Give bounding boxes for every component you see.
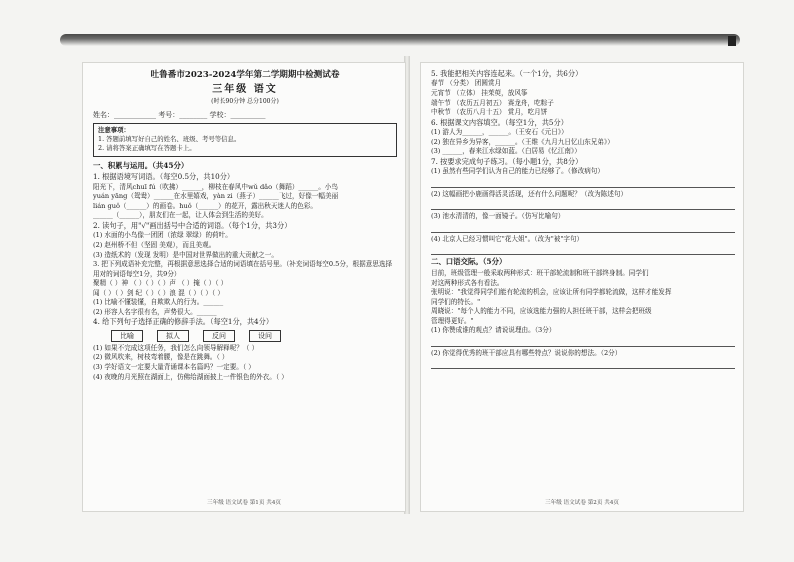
question-6: 6. 根据课文内容填空。（每空1分，共5分） (431, 117, 568, 127)
section-heading: 一、积累与运用。（共45分） (93, 160, 189, 170)
q7-line: (3) 池水清清的，像一面镜子。（仿写比喻句） (431, 212, 565, 221)
q3-line: 闻（ ）（ ）剑 纪（ ）（ ）浪 混（ ）（ ）（ ） (93, 288, 224, 297)
question-1: 1. 根据语境写词语。（每空0.5分，共10分） (93, 172, 235, 182)
exam-page-left (82, 62, 406, 512)
oral-line: 管理得更好。" (431, 316, 474, 325)
q1-line: yuán yāng（鸳鸯）______在水里嬉戏，yàn zi（燕子）______飞过，好像一幅美丽 (93, 192, 339, 201)
word-box: 设问 (249, 330, 281, 342)
oral-line: 张明说："我觉得同学们能有轮流的机会，应该让所有同学都轮流做，这样才能发挥 (431, 288, 672, 297)
exam-title: 吐鲁番市2023-2024学年第二学期期中检测试卷 (150, 70, 340, 80)
question-5: 5. 我能把相关内容连起来。（一个1分，共6分） (431, 69, 583, 78)
grade-subject: 三年级 语文 (212, 84, 278, 96)
q4-line: (4) 夜晚的月光照在湖面上，仿佛给湖面披上一件银色的外衣。（ ） (93, 372, 288, 381)
oral-line: 对这两种形式各有看法。 (431, 278, 504, 287)
scan-shadow (60, 34, 740, 46)
q2-line: (1) 水面的小鸟像一团团（浓绿 翠绿）的荷叶。 (93, 231, 232, 240)
exam-meta: (时长90分钟 总分100分) (211, 97, 279, 105)
q3-sub: (1) 比喻不懂装懂，自欺欺人的行为。______ (93, 298, 224, 307)
q4-line: (3) 学好语文一定要大量背诵课本名篇吗？一定要。（ ） (93, 363, 255, 372)
question-3: 3. 把下列成语补充完整，再根据意思选择合适的词语填在括号里。（补充词语每空0.5分，根据意思选择用对的词语每空1分，共9分） (93, 260, 393, 278)
page-footer: 三年级 语文试卷 第1页 共4页 (207, 499, 281, 506)
q3-line: 聚精（ ）神 （ ）（ ）（ ）声 （ ）掩（ ）（ ） (93, 279, 228, 288)
exam-page-right (420, 62, 744, 512)
section-heading: 二、口语交际。（5分） (431, 257, 507, 267)
oral-question: (1) 你赞成谁的观点？请说说理由。（3分） (431, 326, 556, 335)
answer-line (431, 179, 735, 188)
name-line: 姓名：____________ 考号：________ 学校：__________ (93, 110, 266, 119)
q7-line: (4) 北京人已经习惯叫它"花大姐"。（改为"被"字句） (431, 234, 584, 243)
q6-line: (3) ______，春来江水绿如蓝。（白居易《忆江南》） (431, 147, 581, 156)
notice-title: 注意事项： (98, 125, 130, 134)
q4-line: (1) 如果不完成这项任务，我们怎么向领导解释呢？（ ） (93, 343, 259, 352)
q5-line: 中秋节 （农历八月十五） 赏月，吃月饼 (431, 108, 548, 117)
word-box: 比喻 (111, 330, 143, 342)
answer-line (431, 360, 735, 369)
notice-item: 1. 答题前填写好自己的姓名、班级、考号等信息。 (98, 135, 241, 144)
question-2: 2. 读句子，用"√"画出括号中合适的词语。（每个1分，共3分） (93, 220, 292, 230)
oral-line: 周晓说："每个人的能力不同，应该选能力强的人担任班干部，这样会把班级 (431, 307, 652, 316)
q7-line: (2) 这幅画把小鹿画得活灵活现，还有什么问题呢？（改为陈述句） (431, 189, 628, 198)
corner-mark (728, 36, 736, 46)
answer-line (431, 246, 735, 255)
q1-line: ______（______），朋友们在一起，让人体会到生活的美好。 (93, 211, 268, 220)
q5-line: 端午节 （农历五月初五） 赛龙舟，吃粽子 (431, 98, 554, 107)
q1-line: lián guǒ（______）的画卷。huǒ（______）的花开，露出秋天迷人的色彩。 (93, 201, 318, 210)
q6-line: (2) 独在异乡为异客，______。（王维《九月九日忆山东兄弟》） (431, 137, 614, 146)
q4-line: (2) 微风吹来，树枝弯着腰，像是在跳舞。（ ） (93, 353, 229, 362)
answer-line (431, 201, 735, 210)
page-footer: 三年级 语文试卷 第2页 共4页 (545, 499, 619, 506)
q7-line: (1) 虽然有些同学们认为自己的能力已经够了。（修改病句） (431, 167, 604, 176)
notice-box (93, 123, 397, 157)
q5-line: 元宵节 （立体） 挂茱萸，放风筝 (431, 88, 528, 97)
q2-line: (3) 造纸术的（发现 发明）是中国对世界做出的重大贡献之一。 (93, 250, 278, 259)
question-7: 7. 按要求完成句子练习。（每小题1分，共8分） (431, 156, 583, 166)
answer-line (431, 338, 735, 347)
oral-line: 目前，班级管理一般采取两种形式：班干部轮流制和班干部终身制。同学们 (431, 269, 649, 278)
oral-line: 同学们的特长。" (431, 297, 481, 306)
q5-line: 春节 （分类） 团圆赏月 (431, 79, 502, 88)
q3-sub: (2) 形容人名字很有名，声势很大。______ (93, 307, 217, 316)
rhetoric-word-row (111, 330, 397, 342)
q1-line: 阳光下，清风chuī fú（吹拂）______，柳枝在春风中wǔ dǎo（舞蹈）______。小鸟 (93, 182, 338, 191)
oral-question: (2) 你觉得优秀的班干部应具有哪些特点？说说你的想法。（2分） (431, 348, 622, 357)
q2-line: (2) 赵州桥不但（坚固 美观），而且美观。 (93, 240, 216, 249)
question-4: 4. 给下列句子选择正确的修辞手法。（每空1分，共4分） (93, 317, 274, 327)
word-box: 拟人 (157, 330, 189, 342)
answer-line (431, 224, 735, 233)
q6-line: (1) 游人为______，______。（王安石《元日》） (431, 128, 568, 137)
notice-item: 2. 请将答案正确填写在答题卡上。 (98, 144, 196, 153)
word-box: 反问 (203, 330, 235, 342)
